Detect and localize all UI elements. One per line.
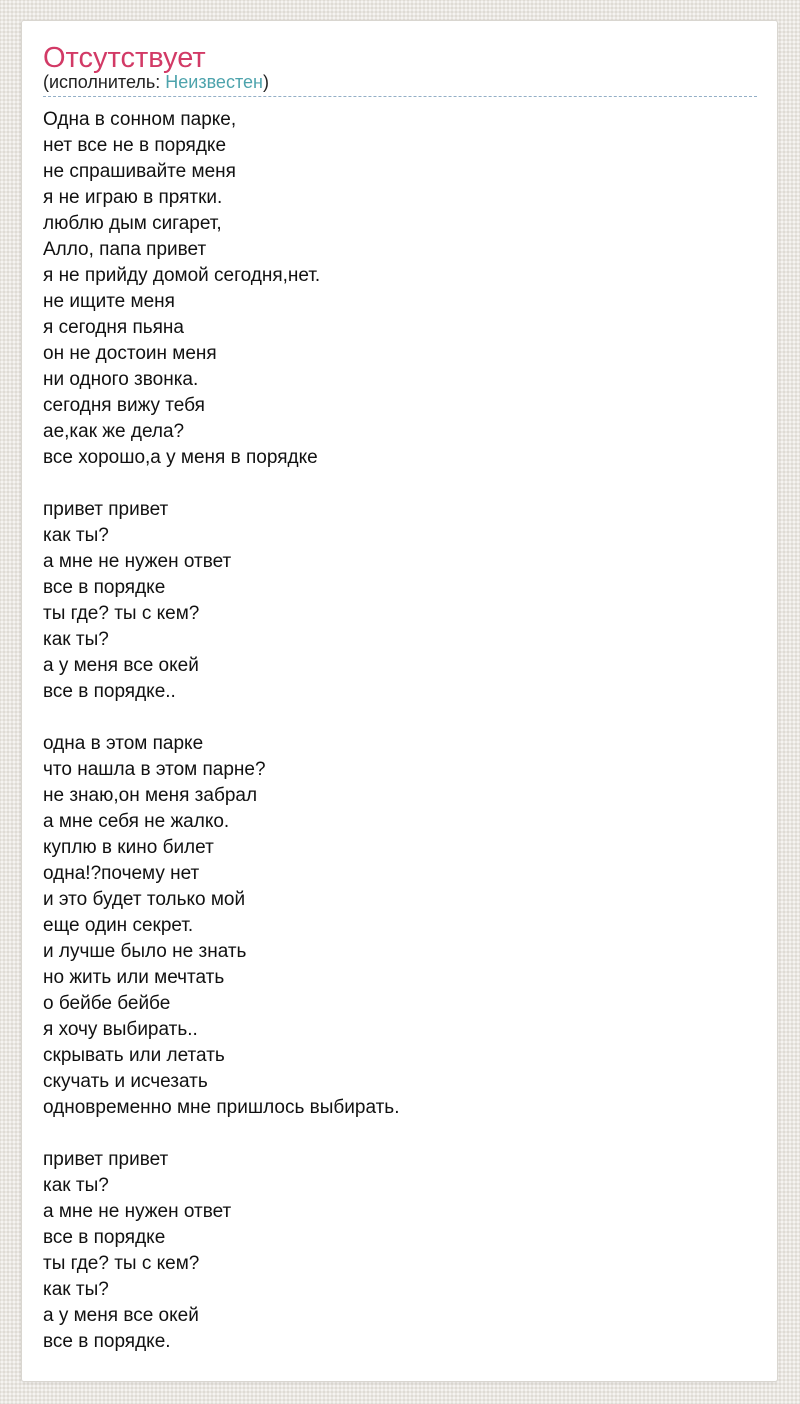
- lyrics-line: а мне не нужен ответ: [43, 1201, 232, 1222]
- lyrics-line: и это будет только мой: [43, 889, 246, 910]
- lyrics-line: Одна в сонном парке,: [43, 109, 237, 130]
- lyrics-line: что нашла в этом парне?: [43, 759, 266, 780]
- song-title: Отсутствует: [43, 42, 206, 74]
- lyrics-line: не спрашивайте меня: [43, 161, 236, 182]
- lyrics-line: я не играю в прятки.: [43, 187, 223, 208]
- header: [43, 43, 757, 97]
- lyrics-line: ты где? ты с кем?: [43, 603, 200, 624]
- lyrics-stanza: [43, 497, 757, 705]
- lyrics-line: одна в этом парке: [43, 733, 204, 754]
- lyrics-stanza: [43, 1147, 757, 1355]
- lyrics-line: но жить или мечтать: [43, 967, 225, 988]
- lyrics-line: привет привет: [43, 499, 169, 520]
- lyrics-line: еще один секрет.: [43, 915, 194, 936]
- lyrics-stanza: [43, 107, 757, 471]
- lyrics-line: я не прийду домой сегодня,нет.: [43, 265, 321, 286]
- lyrics-line: одна!?почему нет: [43, 863, 200, 884]
- lyrics-line: как ты?: [43, 1279, 109, 1300]
- lyrics-card: [21, 20, 778, 1382]
- lyrics-line: ае,как же дела?: [43, 421, 185, 442]
- artist-prefix: (исполнитель:: [43, 72, 166, 92]
- artist-suffix: ): [262, 72, 269, 92]
- lyrics-line: все в порядке..: [43, 681, 176, 702]
- artist-link[interactable]: Неизвестен: [165, 72, 263, 92]
- lyrics-line: скучать и исчезать: [43, 1071, 208, 1092]
- lyrics-line: а мне не нужен ответ: [43, 551, 232, 572]
- lyrics-line: все в порядке.: [43, 1331, 171, 1352]
- lyrics-line: куплю в кино билет: [43, 837, 214, 858]
- lyrics-line: как ты?: [43, 525, 109, 546]
- artist-line: [43, 73, 757, 97]
- lyrics-line: как ты?: [43, 629, 109, 650]
- lyrics-line: не знаю,он меня забрал: [43, 785, 258, 806]
- lyrics-line: а мне себя не жалко.: [43, 811, 230, 832]
- lyrics-line: ни одного звонка.: [43, 369, 199, 390]
- lyrics-line: как ты?: [43, 1175, 109, 1196]
- lyrics-line: он не достоин меня: [43, 343, 217, 364]
- lyrics-line: ты где? ты с кем?: [43, 1253, 200, 1274]
- lyrics-stanza: [43, 731, 757, 1121]
- lyrics-line: скрывать или летать: [43, 1045, 225, 1066]
- lyrics-line: все в порядке: [43, 577, 166, 598]
- lyrics-line: и лучше было не знать: [43, 941, 247, 962]
- lyrics-line: люблю дым сигарет,: [43, 213, 222, 234]
- lyrics-line: все в порядке: [43, 1227, 166, 1248]
- lyrics-line: привет привет: [43, 1149, 169, 1170]
- lyrics-line: я сегодня пьяна: [43, 317, 184, 338]
- lyrics-line: все хорошо,а у меня в порядке: [43, 447, 318, 468]
- lyrics-text: [43, 107, 757, 1355]
- lyrics-line: не ищите меня: [43, 291, 175, 312]
- lyrics-line: о бейбе бейбе: [43, 993, 171, 1014]
- lyrics-line: Алло, папа привет: [43, 239, 207, 260]
- lyrics-line: одновременно мне пришлось выбирать.: [43, 1097, 400, 1118]
- lyrics-line: я хочу выбирать..: [43, 1019, 198, 1040]
- lyrics-line: сегодня вижу тебя: [43, 395, 205, 416]
- lyrics-line: нет все не в порядке: [43, 135, 227, 156]
- lyrics-line: а у меня все окей: [43, 655, 199, 676]
- lyrics-line: а у меня все окей: [43, 1305, 199, 1326]
